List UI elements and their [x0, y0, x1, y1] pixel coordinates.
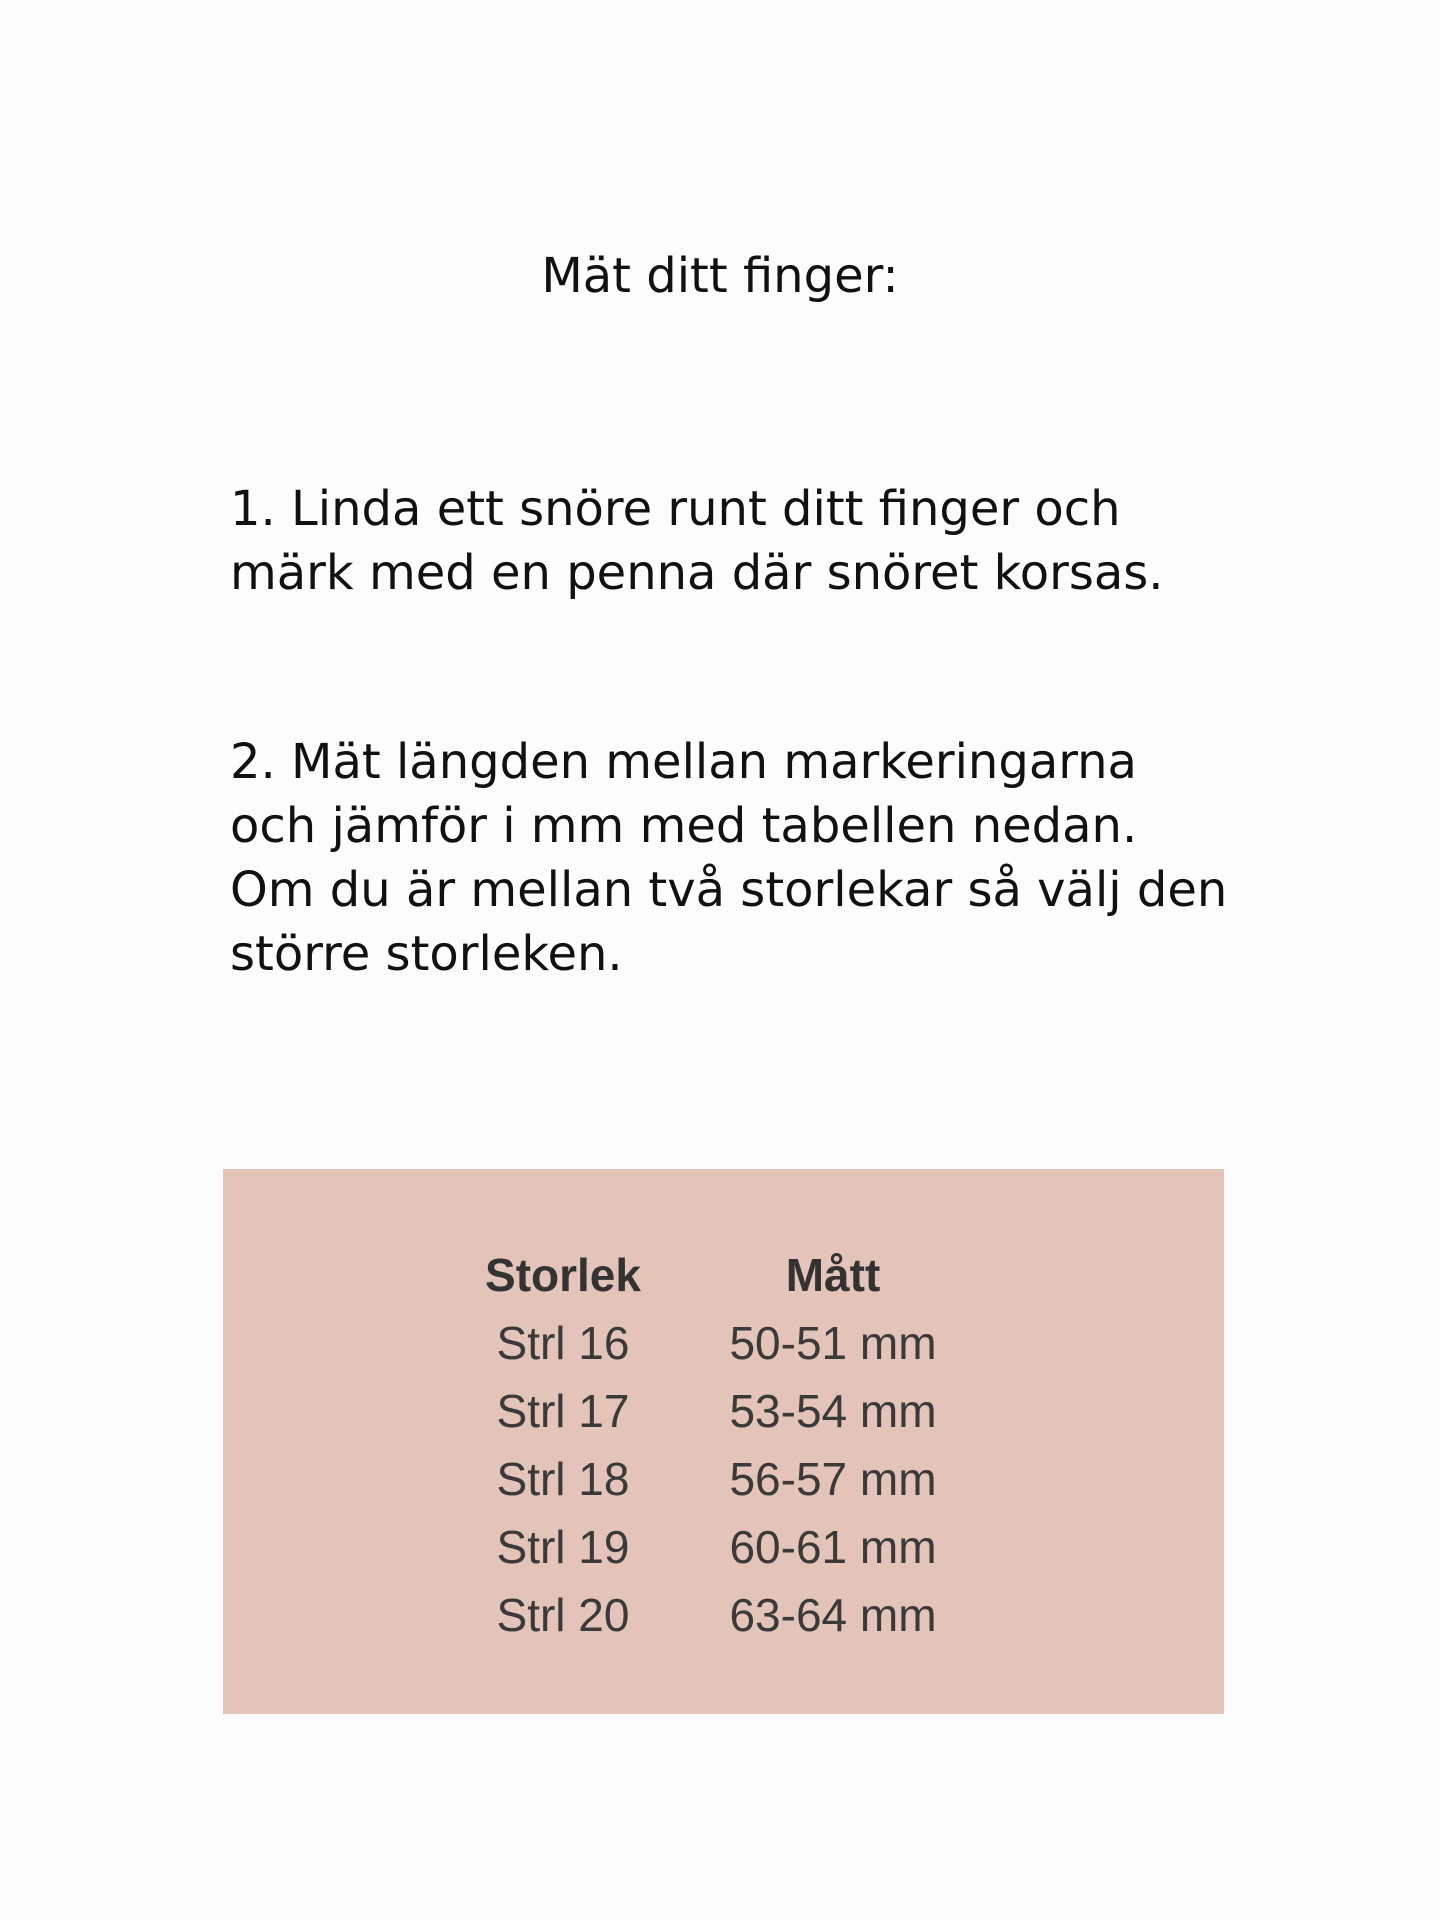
measurement-cell: 56-57 mm	[729, 1453, 937, 1505]
measurement-cell: 50-51 mm	[729, 1317, 937, 1369]
size-cell: Strl 17	[496, 1385, 630, 1437]
size-chart-panel	[223, 1169, 1224, 1714]
table-row	[223, 1445, 1224, 1513]
measurement-cell: 60-61 mm	[729, 1521, 937, 1573]
size-chart-table	[223, 1241, 1224, 1649]
table-row	[223, 1377, 1224, 1445]
table-row	[223, 1309, 1224, 1377]
size-cell: Strl 16	[496, 1317, 630, 1369]
instruction-step-1: 1. Linda ett snöre runt ditt finger och märk med en penna där snöret korsas.	[230, 481, 1164, 601]
instruction-step-2: 2. Mät längden mellan markeringarna och jämför i mm med tabellen nedan. Om du är mellan två storlekar så välj den större storleken.	[230, 734, 1228, 982]
measurement-cell: 53-54 mm	[729, 1385, 937, 1437]
size-cell: Strl 20	[496, 1589, 630, 1641]
table-row	[223, 1581, 1224, 1649]
size-cell: Strl 18	[496, 1453, 630, 1505]
table-row	[223, 1513, 1224, 1581]
page-title: Mät ditt finger:	[541, 248, 899, 304]
size-chart-header-row	[223, 1241, 1224, 1309]
header-size: Storlek	[485, 1249, 641, 1301]
size-cell: Strl 19	[496, 1521, 630, 1573]
measurement-cell: 63-64 mm	[729, 1589, 937, 1641]
header-measurement: Mått	[785, 1249, 881, 1301]
